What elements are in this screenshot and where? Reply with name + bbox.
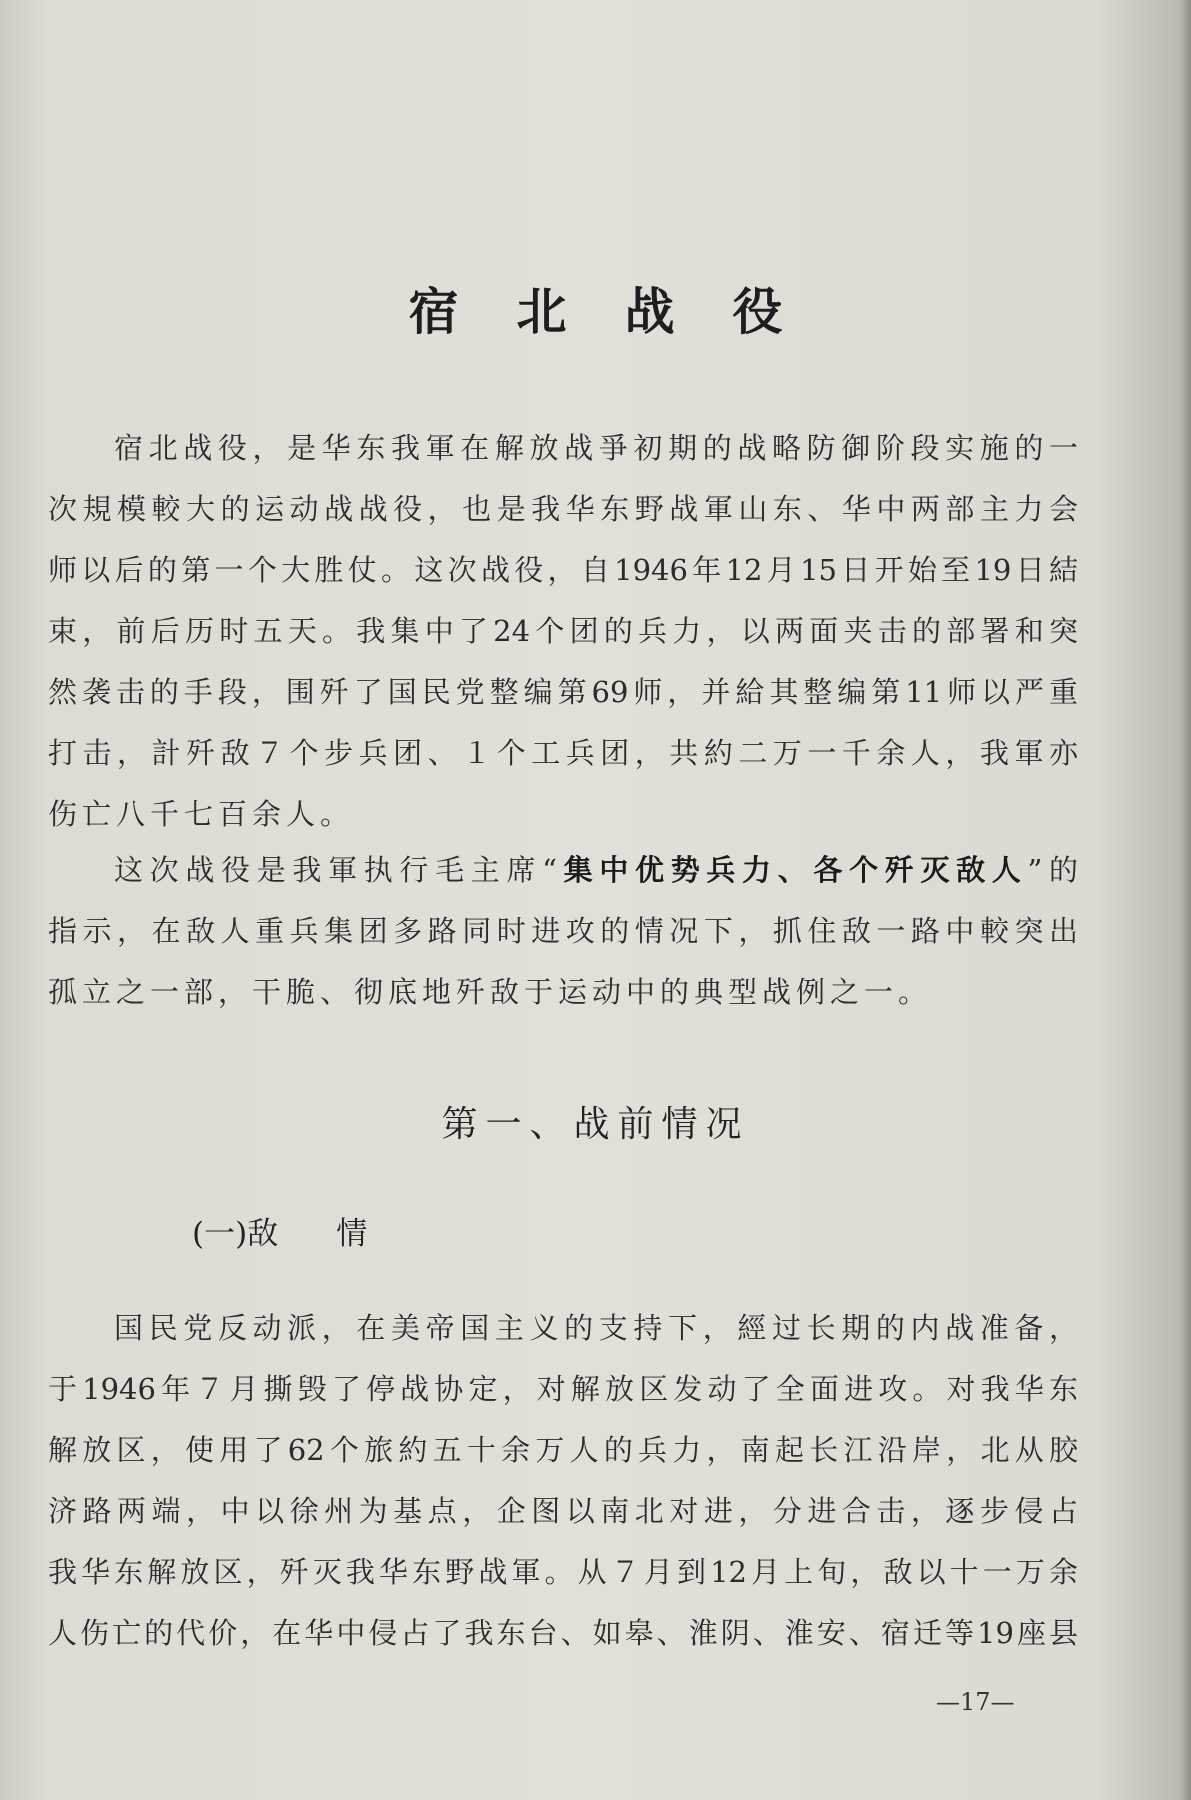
text-line: 指示，在敌人重兵集团多路同时进攻的情况下，抓住敌一路中較突出 bbox=[48, 914, 1078, 948]
text-line: 师以后的第一个大胜仗。这次战役，自1946年12月15日开始至19日結 bbox=[48, 553, 1078, 587]
text-line: 我华东解放区，歼灭我华东野战軍。从７月到12月上旬，敌以十一万余 bbox=[48, 1555, 1078, 1589]
subsection-heading bbox=[192, 1208, 367, 1253]
text-line: 解放区，使用了62个旅約五十余万人的兵力，南起长江沿岸，北从胶 bbox=[48, 1433, 1078, 1467]
subsection-word: 情 bbox=[336, 1216, 368, 1252]
text-line: 孤立之一部，干脆、彻底地歼敌于运动中的典型战例之一。 bbox=[48, 975, 933, 1009]
section-heading: 第一、战前情况 bbox=[441, 1104, 750, 1145]
text-line: 伤亡八千七百余人。 bbox=[48, 797, 355, 831]
page-number: —17— bbox=[936, 1688, 1015, 1716]
text-line: 国民党反动派，在美帝国主义的支持下，經过长期的内战准备， bbox=[114, 1311, 1078, 1345]
text-line: 打击，計歼敌７个步兵团、１个工兵团，共約二万一千余人，我軍亦 bbox=[48, 736, 1078, 770]
text-line: 然袭击的手段，围歼了国民党整编第69师，并給其整编第11师以严重 bbox=[48, 675, 1078, 709]
text-line: 济路两端，中以徐州为基点，企图以南北对进，分进合击，逐步侵占 bbox=[48, 1494, 1078, 1528]
text-line: 这次战役是我軍执行毛主席“集中优势兵力、各个歼灭敌人”的 bbox=[114, 853, 1079, 887]
text-line: 人伤亡的代价，在华中侵占了我东台、如皋、淮阴、淮安、宿迁等19座县 bbox=[48, 1616, 1078, 1650]
text-line: 次規模較大的运动战战役，也是我华东野战軍山东、华中两部主力会 bbox=[48, 492, 1078, 526]
text-line: 宿北战役，是华东我軍在解放战爭初期的战略防御阶段实施的一 bbox=[114, 431, 1078, 465]
chapter-title: 宿北战役 bbox=[408, 282, 841, 341]
subsection-word: 敌 bbox=[247, 1216, 279, 1252]
emphasized-quote: 集中优势兵力、各个歼灭敌人 bbox=[556, 853, 1028, 887]
text-line: 于1946年７月撕毁了停战协定，对解放区发动了全面进攻。对我华东 bbox=[48, 1372, 1078, 1406]
subsection-number: (一) bbox=[192, 1216, 248, 1252]
text-line: 束，前后历时五天。我集中了24个团的兵力，以两面夹击的部署和突 bbox=[48, 614, 1078, 648]
